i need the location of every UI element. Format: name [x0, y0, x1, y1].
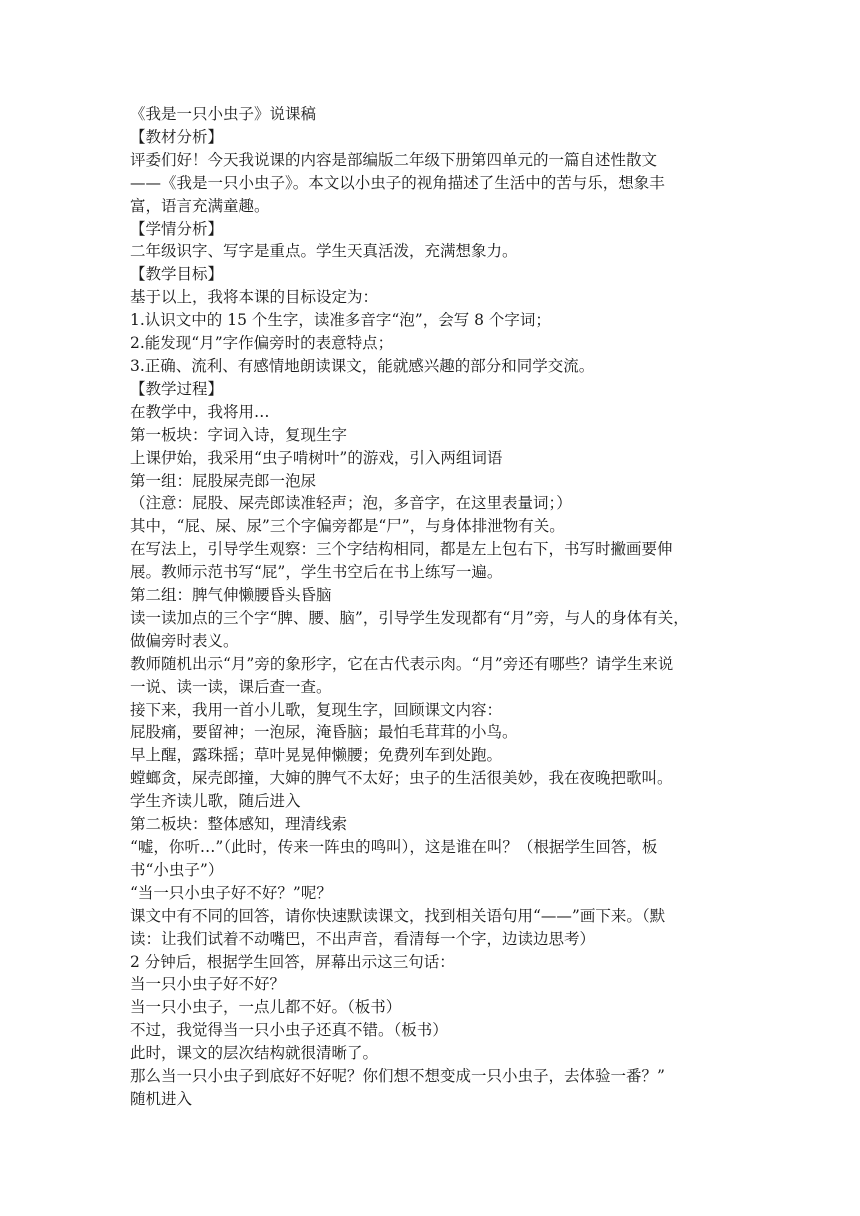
text-line: 读：让我们试着不动嘴巴，不出声音，看清每一个字，边读边思考） [130, 929, 596, 948]
text-line: （注意：屁股、屎壳郎读准轻声；泡，多音字，在这里表量词；） [130, 494, 572, 513]
text-line: 第一板块：字词入诗，复现生字 [130, 425, 348, 444]
text-line: 读一读加点的三个字“脾、腰、脑”，引导学生发现都有“月”旁，与人的身体有关， [130, 608, 689, 627]
text-line: 在写法上，引导学生观察：三个字结构相同，都是左上包右下，书写时撇画要伸 [130, 540, 673, 559]
text-line: 富，语言充满童趣。 [130, 196, 270, 215]
text-line: 随机进入 [130, 1089, 193, 1108]
text-line: 课文中有不同的回答，请你快速默读课文，找到相关语句用“——”画下来。（默 [130, 906, 666, 925]
text-line: 其中，“屁、屎、尿”三个字偏旁都是“尸”，与身体排泄物有关。 [130, 517, 565, 536]
text-line: 学生齐读儿歌，随后进入 [130, 792, 301, 811]
text-line: 屁股痛，要留神；一泡尿，淹昏脑；最怕毛茸茸的小鸟。 [130, 723, 518, 742]
text-line: 2.能发现“月”字作偏旁时的表意特点； [130, 334, 394, 353]
text-line: 那么当一只小虫子到底好不好呢？你们想不想变成一只小虫子，去体验一番？” [130, 1067, 665, 1086]
text-line: 书“小虫子”） [130, 860, 224, 879]
text-line: 做偏旁时表义。 [130, 631, 239, 650]
text-line: 第一组：屁股屎壳郎一泡尿 [130, 471, 317, 490]
text-line: 【教学过程】 [130, 379, 224, 398]
text-line: 在教学中，我将用… [130, 402, 270, 421]
text-line: 2 分钟后，根据学生回答，屏幕出示这三句话： [130, 952, 455, 971]
text-line: 此时，课文的层次结构就很清晰了。 [130, 1044, 379, 1063]
text-line: “嘘，你听…”（此时，传来一阵虫的鸣叫），这是谁在叫？（根据学生回答，板 [130, 838, 658, 856]
text-line: 3.正确、流利、有感情地朗读课文，能就感兴趣的部分和同学交流。 [130, 356, 595, 375]
text-line: 不过，我觉得当一只小虫子还真不错。（板书） [130, 1021, 448, 1040]
text-line: 二年级识字、写字是重点。学生天真活泼，充满想象力。 [130, 242, 518, 261]
text-line: 1.认识文中的 15 个生字，读准多音字“泡”，会写 8 个字词； [130, 311, 551, 330]
text-line: 第二组：脾气伸懒腰昏头昏脑 [130, 586, 332, 605]
text-line: 当一只小虫子，一点儿都不好。（板书） [130, 998, 402, 1017]
text-line: 第二板块：整体感知，理清线索 [130, 815, 348, 834]
text-line: 评委们好！今天我说课的内容是部编版二年级下册第四单元的一篇自述性散文 [130, 150, 658, 169]
text-line: 教师随机出示“月”旁的象形字，它在古代表示肉。“月”旁还有哪些？请学生来说 [130, 654, 674, 673]
text-line: 基于以上，我将本课的目标设定为： [130, 288, 379, 307]
text-line: 接下来，我用一首小儿歌，复现生字，回顾课文内容： [130, 700, 503, 719]
text-line: 早上醒，露珠摇；草叶晃晃伸懒腰；免费列车到处跑。 [130, 746, 503, 765]
text-line: 【学情分析】 [130, 219, 224, 238]
text-line: 【教材分析】 [130, 127, 224, 146]
text-line: 一说、读一读，课后查一查。 [130, 677, 332, 696]
text-line: “当一只小虫子好不好？”呢？ [130, 883, 332, 902]
document-page [130, 103, 740, 1111]
text-line: 上课伊始，我采用“虫子啃树叶”的游戏，引入两组词语 [130, 448, 503, 467]
document-body [130, 126, 740, 1111]
text-line: 螳螂贪，屎壳郎撞，大婶的脾气不太好；虫子的生活很美妙，我在夜晚把歌叫。 [130, 769, 673, 788]
text-line: 【教学目标】 [130, 265, 224, 284]
text-line: 展。教师示范书写“屁”，学生书空后在书上练写一遍。 [130, 563, 503, 582]
text-line: ——《我是一只小虫子》。本文以小虫子的视角描述了生活中的苦与乐，想象丰 [130, 173, 665, 192]
document-title: 《我是一只小虫子》说课稿 [130, 105, 317, 123]
text-line: 当一只小虫子好不好？ [130, 975, 286, 994]
